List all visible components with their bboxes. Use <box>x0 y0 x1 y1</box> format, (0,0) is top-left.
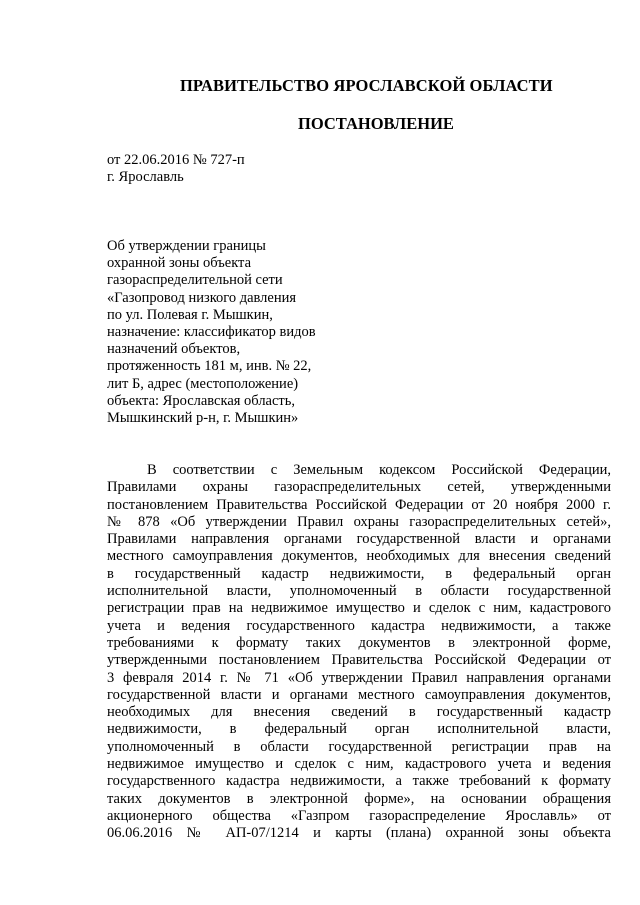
date-number: от 22.06.2016 № 727-п <box>107 152 245 168</box>
body-line: утвержденными постановлением Правительства Российской Федерации от <box>107 652 611 669</box>
subject-line: объекта: Ярославская область, <box>107 392 295 409</box>
body-line: государственной власти и органами местного самоуправления документов, <box>107 686 611 703</box>
subject-line: по ул. Полевая г. Мышкин, <box>107 306 273 323</box>
subject-block <box>107 238 316 427</box>
body-paragraph <box>107 462 611 843</box>
government-title: ПРАВИТЕЛЬСТВО ЯРОСЛАВСКОЙ ОБЛАСТИ <box>180 76 553 95</box>
subject-line: Мышкинский р-н, г. Мышкин» <box>107 410 299 427</box>
body-line: государственного кадастра недвижимости, а также требований к формату <box>107 773 611 790</box>
body-line: недвижимое имущество и сделок с ним, кадастрового учета и ведения <box>107 756 611 773</box>
body-line: таких документов в электронной форме», на основании обращения <box>107 790 611 807</box>
subject-line: лит Б, адрес (местоположение) <box>107 375 299 392</box>
body-line: требованиями к формату таких документов в электронной форме, <box>107 634 611 651</box>
subject-line: назначение: классификатор видов <box>107 324 316 341</box>
body-line: акционерного общества «Газпром газораспределение Ярославль» от <box>107 807 611 824</box>
body-line: Правилами охраны газораспределительных сетей, утвержденными <box>107 479 611 496</box>
subject-line: Об утверждении границы <box>107 238 266 254</box>
subject-line: протяженность 181 м, инв. № 22, <box>107 358 312 375</box>
body-line: 3 февраля 2014 г. № 71 «Об утверждении Правил направления органами <box>107 669 611 686</box>
body-line: необходимых для внесения сведений в государственный кадастр <box>107 704 611 721</box>
subject-line: охранной зоны объекта <box>107 255 252 272</box>
document-type-title: ПОСТАНОВЛЕНИЕ <box>298 114 454 133</box>
body-line: учета и ведения государственного кадастра недвижимости, а также <box>107 617 611 634</box>
document-meta <box>107 152 245 186</box>
body-line: местного самоуправления документов, необходимых для внесения сведений <box>107 548 611 565</box>
subject-line: газораспределительной сети <box>107 272 283 289</box>
body-line: постановлением Правительства Российской Федерации от 20 ноября 2000 г. <box>107 496 611 513</box>
body-line: № 878 «Об утверждении Правил охраны газораспределительных сетей», <box>107 513 611 530</box>
subject-line: «Газопровод низкого давления <box>107 289 297 306</box>
body-line: недвижимости, в федеральный орган исполнительной власти, <box>107 721 611 738</box>
body-line: в государственный кадастр недвижимости, в федеральный орган <box>107 565 611 582</box>
body-line: исполнительной власти, уполномоченный в области государственной <box>107 583 611 600</box>
city: г. Ярославль <box>107 169 184 185</box>
body-line: Правилами направления органами государственной власти и органами <box>107 531 611 548</box>
body-line: В соответствии с Земельным кодексом Российской Федерации, <box>147 462 611 478</box>
body-line: уполномоченный в области государственной регистрации прав на <box>107 738 611 755</box>
subject-line: назначений объектов, <box>107 341 241 358</box>
body-line: регистрации прав на недвижимое имущество и сделок с ним, кадастрового <box>107 600 611 617</box>
body-line: 06.06.2016 № АП-07/1214 и карты (плана) охранной зоны объекта <box>107 825 611 842</box>
